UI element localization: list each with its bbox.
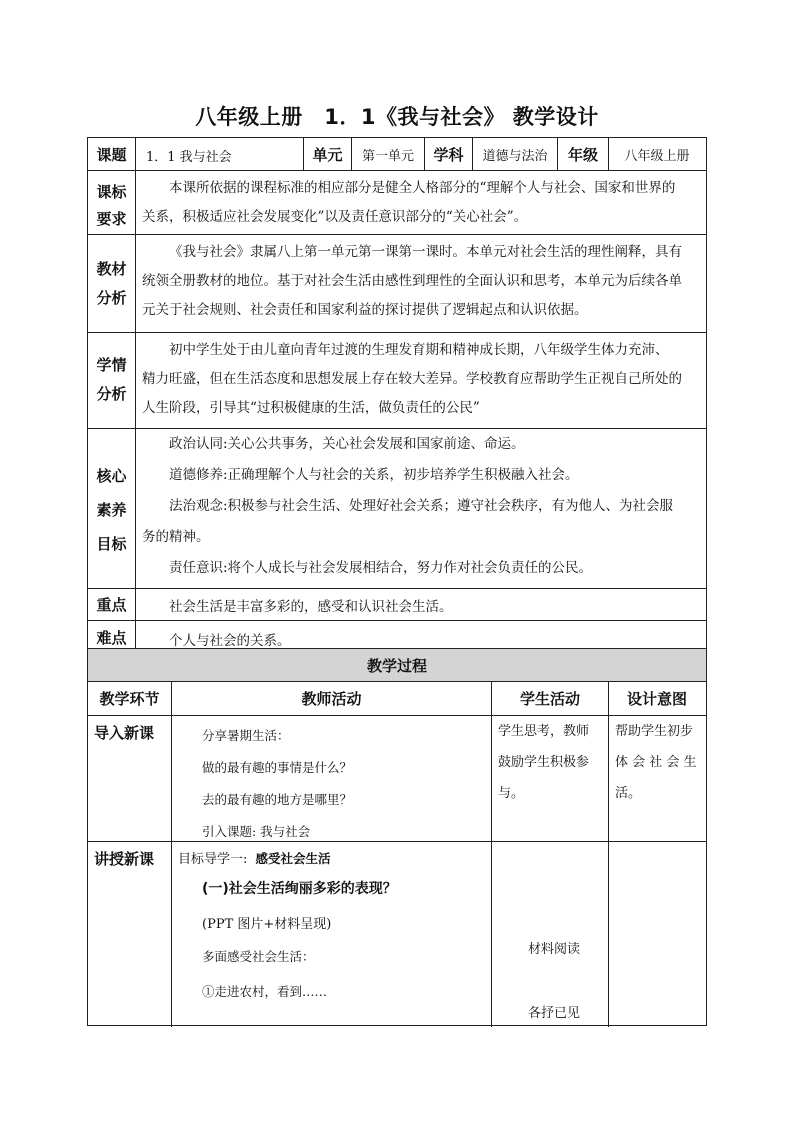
process-heading: 教学过程: [88, 649, 706, 681]
material-row: [88, 234, 706, 332]
grade-value: 八年级上册: [608, 138, 705, 170]
subject-label: 学科: [424, 138, 472, 170]
text-line: 务的精神。: [142, 529, 210, 545]
material-label-line: 教材: [96, 260, 127, 278]
key-point-row: [88, 588, 706, 620]
standard-label: [88, 171, 135, 234]
grade-label: 年级: [557, 138, 608, 170]
key-point-text: 社会生活是丰富多彩的，感受和认识社会生活。: [135, 589, 705, 620]
unit-label: 单元: [303, 138, 351, 170]
teach-stage: 讲授新课: [94, 850, 155, 868]
text-line: 鼓励学生积极参: [498, 755, 590, 770]
goal-prefix: 目标导学一:: [178, 852, 248, 867]
text-line: 《我与社会》隶属八上第一单元第一课第一课时。本单元对社会生活的理性阐释，具有: [169, 244, 682, 260]
literacy-label: [88, 429, 135, 588]
difficulty-label: 难点: [96, 629, 127, 647]
teach-student: [491, 842, 608, 1027]
goal-title: 感受社会生活: [255, 851, 331, 866]
literacy-label-line: 核心: [96, 467, 127, 485]
info-row: [88, 138, 706, 170]
text-line: 各抒已见: [528, 1006, 581, 1021]
process-table: [87, 648, 707, 1026]
difficulty-text: 个人与社会的关系。: [135, 621, 705, 654]
text-line: 材料阅读: [528, 942, 581, 957]
literacy-label-line: 目标: [96, 535, 127, 553]
standard-label-line: 课标: [96, 183, 127, 201]
item-line: ①走进农村，看到……: [202, 984, 328, 999]
students-label: [88, 333, 135, 428]
students-row: [88, 332, 706, 428]
intro-teacher: [171, 716, 491, 841]
text-line: 人生阶段，引导其“过积极健康的生活，做负责任的公民”: [142, 400, 480, 416]
col-student-header: 学生活动: [491, 682, 608, 715]
students-label-line: 分析: [96, 385, 127, 403]
lesson-info-table: [87, 137, 707, 653]
text-line: 关系，积极适应社会发展变化”以及责任意识部分的“关心社会”。: [142, 209, 528, 225]
literacy-text: [135, 429, 705, 588]
col-stage-header: 教学环节: [99, 690, 160, 708]
intro-stage: 导入新课: [94, 724, 155, 742]
process-header-row: [88, 681, 706, 715]
material-label: [88, 235, 135, 332]
sense-line: 多面感受社会生活：: [202, 949, 315, 964]
text-line: 帮助学生初步: [615, 724, 694, 739]
intro-intent: [608, 716, 705, 841]
teach-intent: [608, 842, 705, 1027]
material-label-line: 分析: [96, 289, 127, 307]
students-label-line: 学情: [96, 356, 127, 374]
teach-row: [88, 841, 706, 1027]
goal-line: [178, 848, 331, 867]
text-line: 本课所依据的课程标准的相应部分是健全人格部分的“理解个人与社会、国家和世界的: [169, 180, 676, 196]
text-line: 做的最有趣的事情是什么？: [202, 760, 353, 775]
ppt-note: (PPT 图片+材料呈现): [202, 917, 332, 932]
standard-row: [88, 170, 706, 234]
unit-value: 第一单元: [351, 138, 424, 170]
topic-value: 1．1 我与社会: [135, 138, 390, 170]
material-text: [135, 235, 705, 332]
text-line: 去的最有趣的地方是哪里？: [202, 792, 353, 807]
literacy-row: [88, 428, 706, 588]
literacy-label-line: 素养: [96, 501, 127, 519]
text-line: 初中学生处于由儿童向青年过渡的生理发育期和精神成长期，八年级学生体力充沛、: [169, 342, 669, 358]
col-intent-header: 设计意图: [608, 682, 705, 715]
page-title: 八年级上册 1．1《我与社会》 教学设计: [195, 105, 599, 129]
text-line: 体 会 社 会 生: [615, 755, 697, 770]
intro-student: [491, 716, 608, 841]
text-line: 法治观念:积极参与社会生活、处理好社会关系；遵守社会秩序，有为他人、为社会服: [169, 498, 674, 514]
text-line: 精力旺盛，但在生活态度和思想发展上存在较大差异。学校教育应帮助学生正视自己所处的: [142, 371, 682, 387]
section-question: (一)社会生活绚丽多彩的表现？: [202, 881, 397, 897]
key-point-label: 重点: [96, 596, 127, 614]
standard-text: [135, 171, 705, 234]
text-line: 政治认同:关心公共事务，关心社会发展和国家前途、命运。: [169, 436, 525, 452]
subject-value: 道德与法治: [472, 138, 557, 170]
text-line: 引入课题: 我与社会: [202, 824, 311, 839]
intro-row: [88, 715, 706, 841]
text-line: 学生思考，教师: [498, 724, 590, 739]
col-teacher-header: 教师活动: [171, 682, 491, 715]
text-line: 道德修养:正确理解个人与社会的关系，初步培养学生积极融入社会。: [169, 467, 579, 483]
text-line: 元关于社会规则、社会责任和国家利益的探讨提供了逻辑起点和认识依据。: [142, 302, 588, 318]
topic-label: 课题: [96, 145, 127, 164]
standard-label-line: 要求: [96, 210, 127, 228]
text-line: 与。: [498, 786, 525, 801]
text-line: 责任意识:将个人成长与社会发展相结合，努力作对社会负责任的公民。: [169, 560, 593, 576]
text-line: 统领全册教材的地位。基于对社会生活由感性到理性的全面认识和思考，本单元为后续各单: [142, 273, 682, 289]
text-line: 活。: [615, 786, 642, 801]
text-line: 分享暑期生活：: [202, 728, 290, 743]
teach-teacher: [171, 842, 491, 1027]
students-text: [135, 333, 705, 428]
